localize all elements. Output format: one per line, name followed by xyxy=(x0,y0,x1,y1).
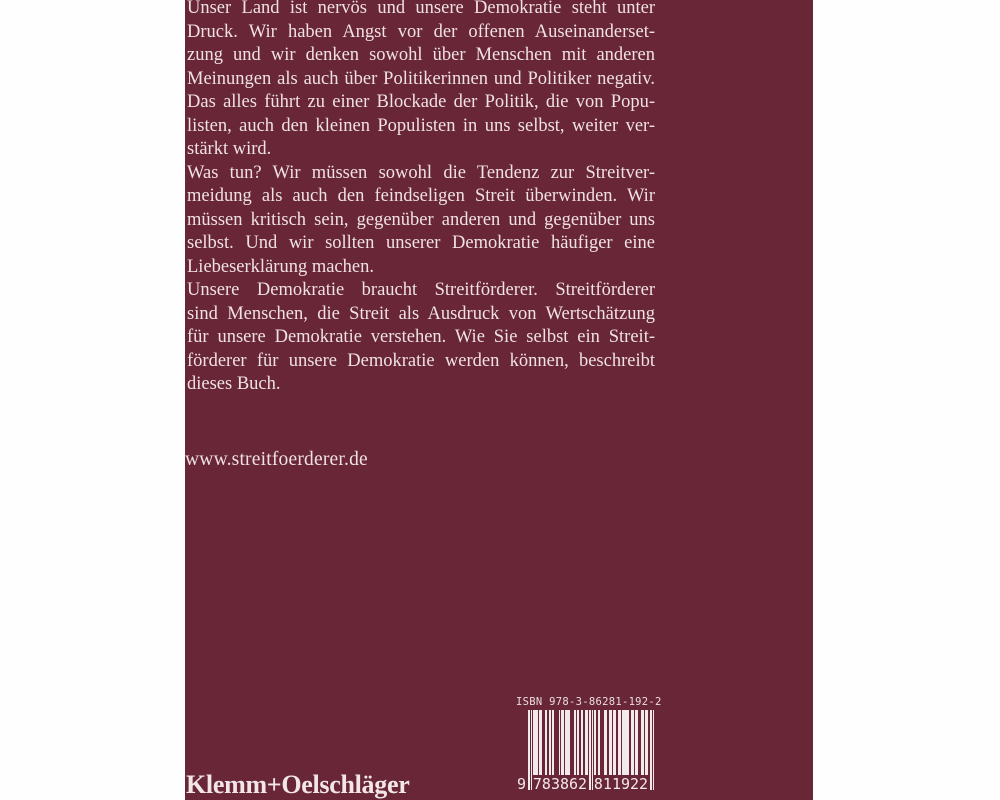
barcode-bar xyxy=(633,710,635,775)
barcode-bar xyxy=(577,710,579,775)
barcode-bar xyxy=(610,710,612,775)
barcode-bar xyxy=(559,710,561,775)
barcode-bar xyxy=(589,710,591,790)
barcode-bar xyxy=(545,710,547,775)
blurb-line: stärkt wird. xyxy=(187,139,272,159)
ean-digit-first: 9 xyxy=(516,775,526,793)
blurb-line: förderer für unsere Demokratie werden können, beschreibt xyxy=(187,350,655,371)
barcode-bar xyxy=(598,710,600,775)
blurb-line: zung und wir denken sowohl über Menschen mit anderen xyxy=(187,45,655,65)
barcode-bar xyxy=(540,710,542,775)
blurb-line: listen, auch den kleinen Populisten in uns selbst, weiter ver- xyxy=(187,115,655,136)
blurb-line: für unsere Demokratie verstehen. Wie Sie selbst ein Streit- xyxy=(187,327,655,347)
book-back-cover xyxy=(185,0,813,800)
barcode-bar xyxy=(650,710,652,790)
ean-digits-right: 811922 xyxy=(593,775,649,793)
publisher-name: Klemm+Oelschläger xyxy=(186,770,410,799)
barcode-bar xyxy=(594,710,596,775)
barcode-bar xyxy=(653,710,655,790)
barcode-bar xyxy=(605,710,607,775)
blurb-line: selbst. Und wir sollten unserer Demokratie häufiger eine xyxy=(187,233,655,253)
blurb-text xyxy=(187,0,655,397)
blurb-line: meidung als auch den feindseligen Streit überwinden. Wir xyxy=(187,186,655,206)
isbn-label: ISBN 978-3-86281-192-2 xyxy=(516,696,662,708)
blurb-line: müssen kritisch sein, gegenüber anderen und gegenüber uns xyxy=(187,209,655,230)
ean-digits-left: 783862 xyxy=(532,775,588,793)
barcode-bar xyxy=(536,710,538,775)
barcode-bar xyxy=(627,710,629,775)
barcode-bar xyxy=(574,710,576,775)
blurb-line: Liebeserklärung machen. xyxy=(187,256,374,277)
barcode-bar xyxy=(625,710,627,775)
blurb-line: Druck. Wir haben Angst vor der offenen Auseinanderset- xyxy=(187,21,655,42)
barcode xyxy=(516,696,662,796)
blurb-line: Das alles führt zu einer Blockade der Politik, die von Popu- xyxy=(187,92,655,112)
barcode-bar xyxy=(614,710,616,775)
barcode-bar xyxy=(637,710,639,775)
blurb-line: dieses Buch. xyxy=(187,374,281,394)
barcode-bar xyxy=(562,710,564,775)
barcode-bar xyxy=(528,710,530,790)
blurb-line: Unsere Demokratie braucht Streitförderer. Streitförderer xyxy=(187,280,655,300)
barcode-bar xyxy=(586,710,588,775)
blurb-line: Unser Land ist nervös und unsere Demokratie steht unter xyxy=(187,0,655,18)
barcode-bar xyxy=(646,710,648,775)
website-url: www.streitfoerderer.de xyxy=(185,449,368,470)
blurb-line: Was tun? Wir müssen sowohl die Tendenz zur Streitver- xyxy=(187,162,655,183)
barcode-bar xyxy=(568,710,570,775)
barcode-bar xyxy=(581,710,583,775)
blurb-line: sind Menschen, die Streit als Ausdruck von Wertschätzung xyxy=(187,303,655,324)
barcode-bar xyxy=(549,710,551,775)
barcode-bar xyxy=(642,710,644,775)
barcode-bar xyxy=(620,710,622,775)
barcode-bar xyxy=(552,710,554,775)
blurb-line: Meinungen als auch über Politikerinnen und Politiker negativ. xyxy=(187,68,655,89)
